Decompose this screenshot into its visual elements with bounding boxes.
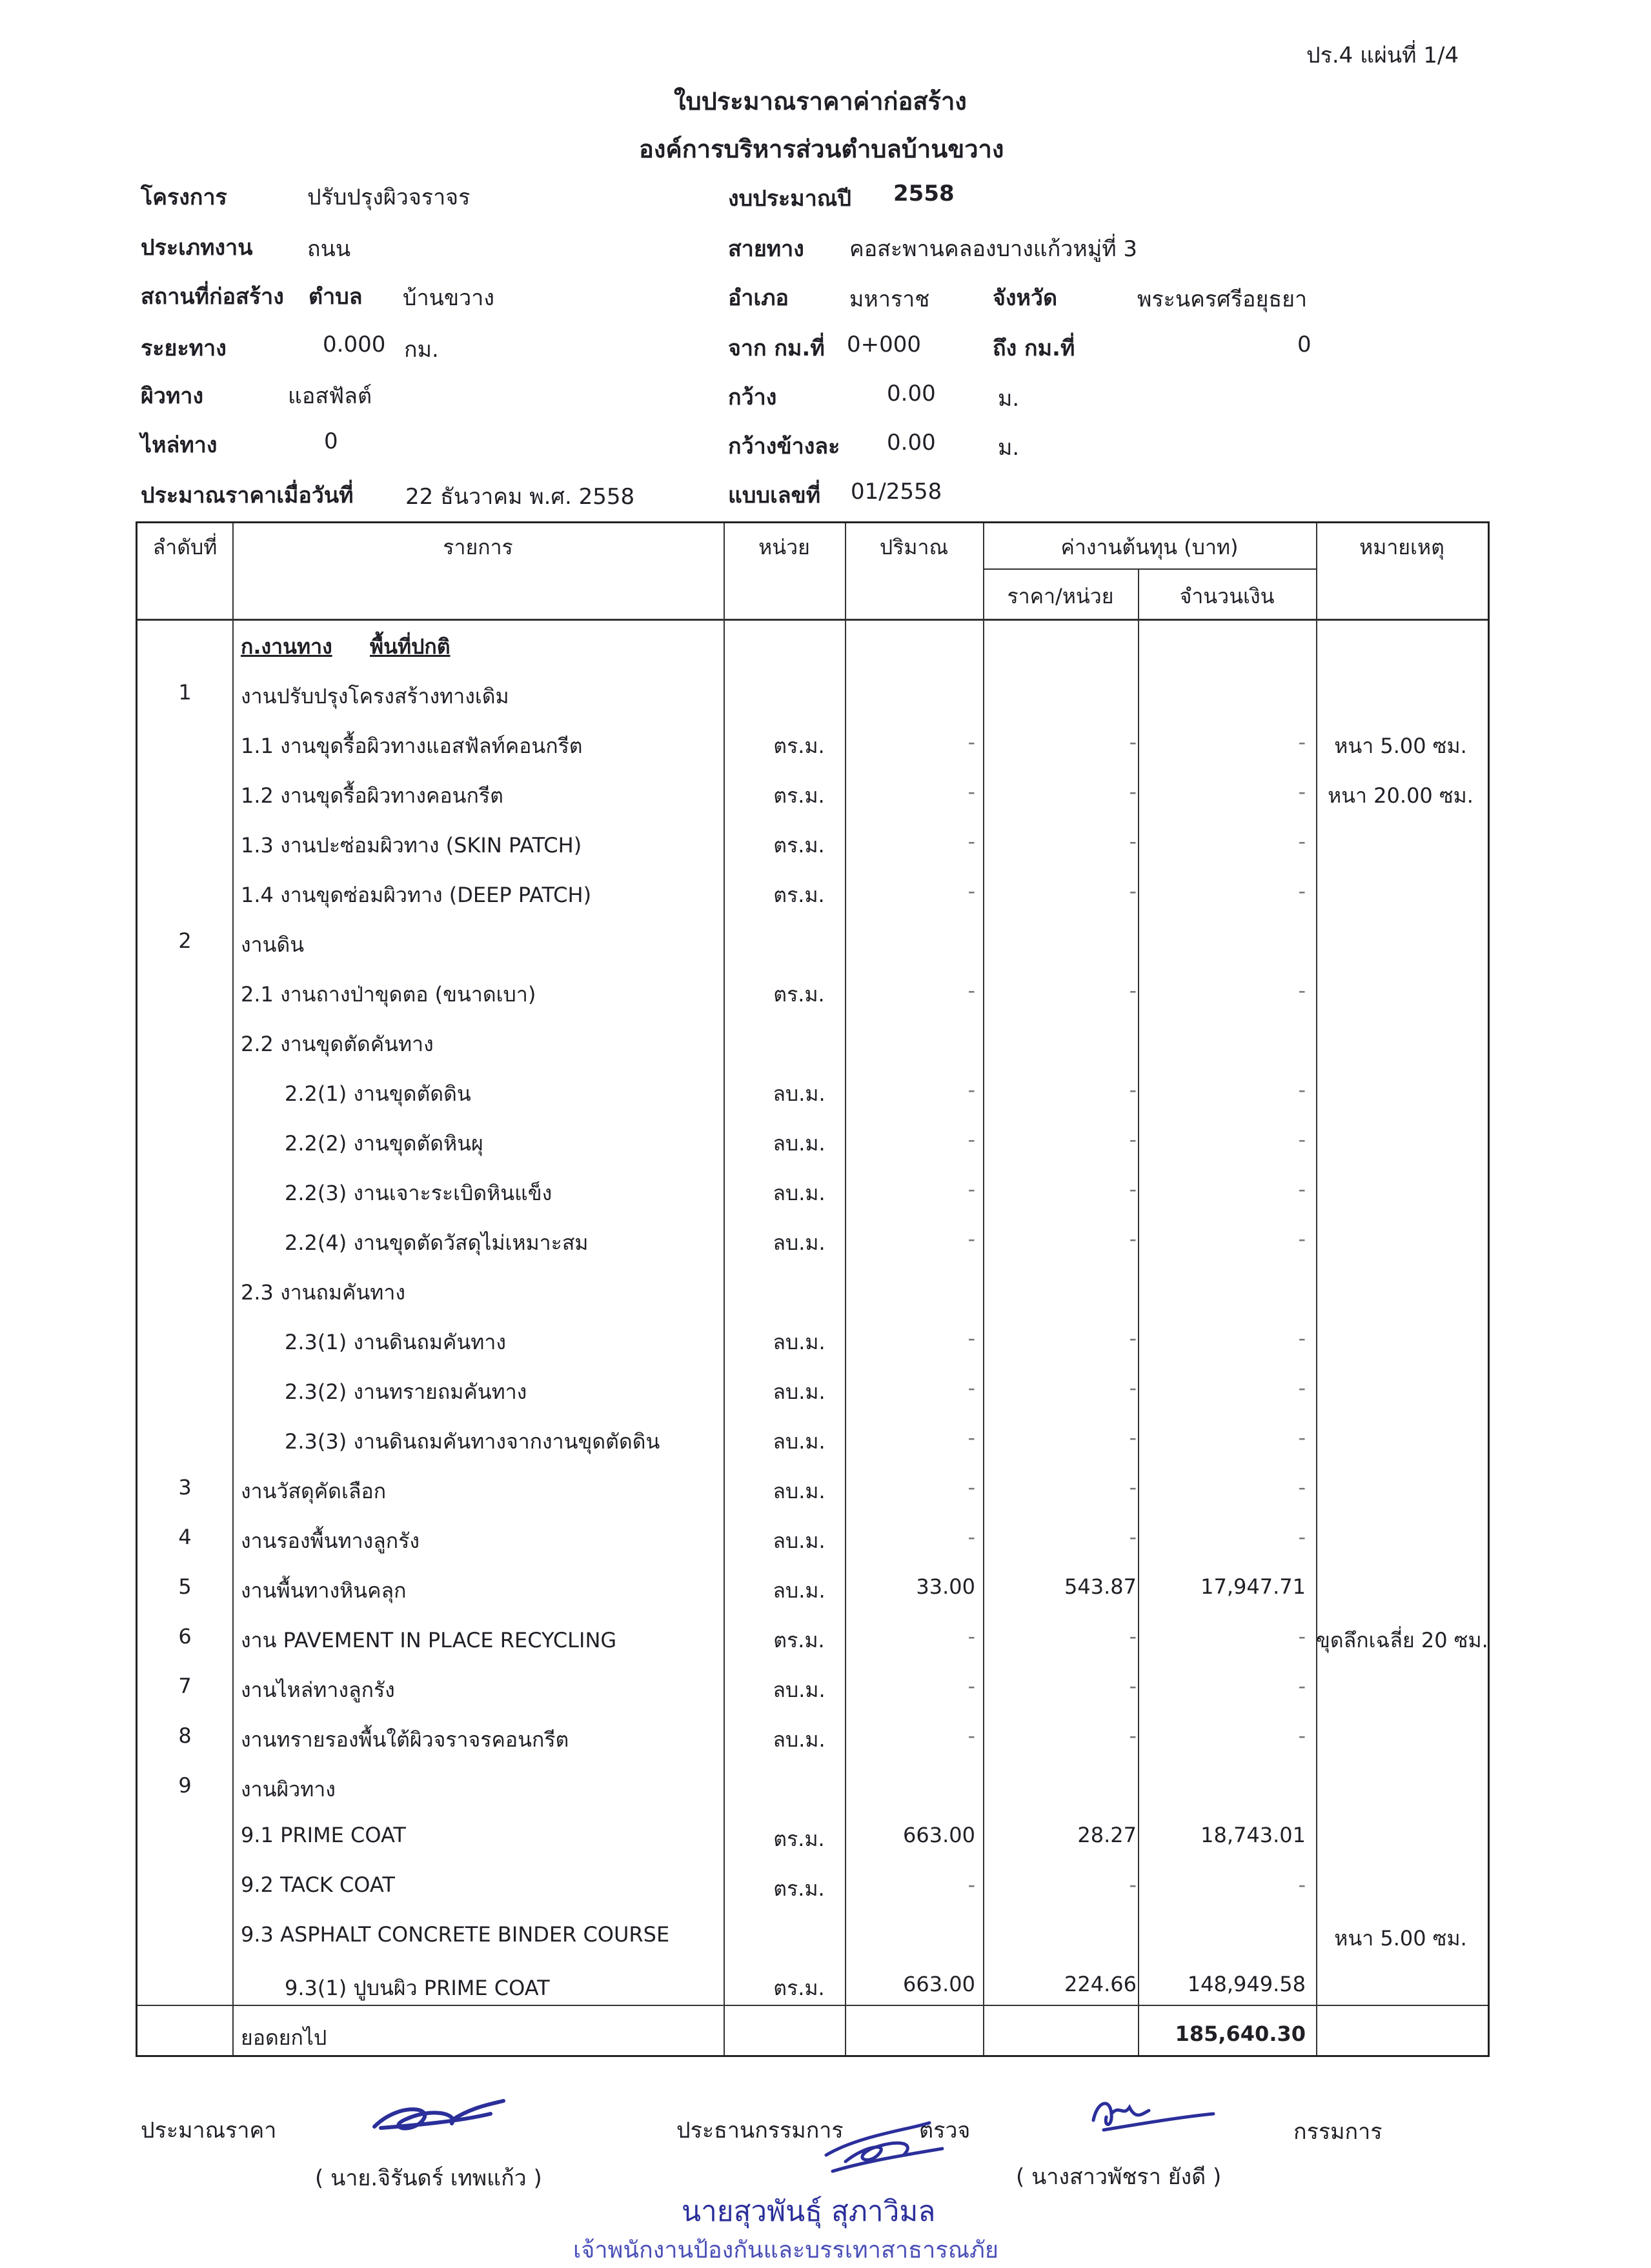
budget-year-value: 2558 bbox=[893, 181, 955, 206]
row-unit: ตร.ม. bbox=[773, 1628, 825, 1652]
table-row bbox=[137, 1415, 1488, 1465]
row-item: 9.1 PRIME COAT bbox=[241, 1823, 406, 1847]
chair-name: นายสุวพันธุ์ สุภาวิมล bbox=[682, 2195, 936, 2228]
row-unit-price: - bbox=[1129, 879, 1137, 903]
row-unit-price: - bbox=[1129, 1326, 1137, 1350]
row-number: 3 bbox=[178, 1475, 192, 1500]
row-quantity: - bbox=[967, 1425, 975, 1450]
row-unit: ตร.ม. bbox=[773, 1876, 825, 1901]
row-quantity: - bbox=[967, 1723, 975, 1748]
row-quantity: - bbox=[967, 730, 975, 754]
row-quantity: - bbox=[967, 779, 975, 804]
row-unit: ตร.ม. bbox=[773, 833, 825, 858]
province-value: พระนครศรีอยุธยา bbox=[1137, 286, 1308, 312]
row-item: 2.2(1) งานขุดตัดดิน bbox=[285, 1081, 471, 1106]
row-unit-price: 224.66 bbox=[1064, 1972, 1137, 1996]
table-row bbox=[137, 1564, 1488, 1614]
header-qty: ปริมาณ bbox=[879, 535, 949, 559]
header-amount: จำนวนเงิน bbox=[1179, 584, 1275, 608]
committee-name: ( นางสาวพัชรา ยังดี ) bbox=[1016, 2164, 1222, 2190]
estimate-date-value: 22 ธันวาคม พ.ศ. 2558 bbox=[405, 484, 635, 510]
row-item: 2.2(4) งานขุดตัดวัสดุไม่เหมาะสม bbox=[285, 1230, 589, 1255]
row-item: 1.2 งานขุดรื้อผิวทางคอนกรีต bbox=[241, 783, 503, 808]
row-number: 1 bbox=[178, 680, 192, 705]
header-no: ลำดับที่ bbox=[152, 535, 218, 559]
estimator-name: ( นาย.จิรันดร์ เทพแก้ว ) bbox=[315, 2165, 542, 2191]
row-unit-price: 28.27 bbox=[1077, 1823, 1137, 1847]
row-amount: - bbox=[1298, 1425, 1306, 1450]
row-note: หนา 20.00 ซม. bbox=[1328, 783, 1474, 808]
row-quantity: - bbox=[967, 1127, 975, 1152]
row-unit-price: - bbox=[1129, 1525, 1137, 1549]
province-label: จังหวัด bbox=[993, 285, 1058, 311]
district-value: มหาราช bbox=[849, 286, 930, 312]
row-item: 2.3(1) งานดินถมคันทาง bbox=[285, 1330, 506, 1354]
row-item: งานไหล่ทางลูกรัง bbox=[241, 1678, 395, 1702]
table-row bbox=[137, 1514, 1488, 1564]
subdistrict-label: ตำบล bbox=[309, 284, 363, 310]
row-quantity: - bbox=[967, 879, 975, 903]
chair-signature bbox=[807, 2110, 955, 2181]
row-amount: - bbox=[1298, 879, 1306, 903]
to-km-value: 0 bbox=[1297, 332, 1312, 357]
row-number: 5 bbox=[178, 1574, 192, 1599]
row-item: 2.3(2) งานทรายถมคันทาง bbox=[285, 1380, 527, 1404]
row-unit: ลบ.ม. bbox=[773, 1429, 826, 1454]
row-amount: - bbox=[1298, 1674, 1306, 1698]
row-item: งานวัสดุคัดเลือก bbox=[241, 1479, 387, 1503]
estimate-date-label: ประมาณราคาเมื่อวันที่ bbox=[141, 483, 354, 508]
row-unit-price: - bbox=[1129, 829, 1137, 854]
cost-estimate-table bbox=[136, 521, 1490, 2057]
row-unit: ลบ.ม. bbox=[773, 1131, 826, 1156]
row-amount: - bbox=[1298, 829, 1306, 854]
row-quantity: - bbox=[967, 1177, 975, 1201]
row-number: 9 bbox=[178, 1773, 192, 1798]
row-unit-price: - bbox=[1129, 1376, 1137, 1400]
row-amount: - bbox=[1298, 1376, 1306, 1400]
organization-name: องค์การบริหารส่วนตำบลบ้านขวาง bbox=[639, 135, 1004, 163]
row-number: 4 bbox=[178, 1525, 192, 1549]
row-unit: ลบ.ม. bbox=[773, 1181, 826, 1205]
row-amount: - bbox=[1298, 1475, 1306, 1500]
row-unit: ตร.ม. bbox=[773, 734, 825, 758]
table-row bbox=[137, 1365, 1488, 1415]
table-row bbox=[137, 1067, 1488, 1117]
row-amount: - bbox=[1298, 1525, 1306, 1549]
row-item: 9.2 TACK COAT bbox=[241, 1872, 395, 1897]
row-item: 1.3 งานปะซ่อมผิวทาง (SKIN PATCH) bbox=[241, 833, 582, 858]
header-note: หมายเหตุ bbox=[1359, 535, 1444, 559]
row-quantity: - bbox=[967, 1674, 975, 1698]
chair-label: ประธานกรรมการ bbox=[676, 2118, 844, 2143]
row-note: ขุดลึกเฉลี่ย 20 ซม. bbox=[1316, 1628, 1488, 1652]
width-label: กว้าง bbox=[728, 385, 777, 410]
table-row bbox=[137, 1117, 1488, 1167]
row-unit-price: - bbox=[1129, 978, 1137, 1003]
table-row bbox=[137, 1216, 1488, 1266]
row-quantity: 663.00 bbox=[903, 1972, 975, 1996]
row-quantity: - bbox=[967, 1326, 975, 1350]
table-row bbox=[137, 1962, 1488, 2011]
row-quantity: - bbox=[967, 1872, 975, 1897]
subdistrict-value: บ้านขวาง bbox=[403, 285, 494, 311]
distance-value: 0.000 bbox=[323, 332, 386, 357]
row-note: หนา 5.00 ซม. bbox=[1334, 734, 1467, 758]
row-quantity: 663.00 bbox=[903, 1823, 975, 1847]
check-label: ตรวจ bbox=[919, 2118, 971, 2143]
project-label: โครงการ bbox=[141, 185, 227, 210]
row-unit: ลบ.ม. bbox=[773, 1230, 826, 1255]
surface-value: แอสฟัลต์ bbox=[288, 383, 372, 409]
header-unit-price: ราคา/หน่วย bbox=[1007, 584, 1114, 608]
row-item: 2.2(2) งานขุดตัดหินผุ bbox=[285, 1131, 483, 1156]
row-unit-price: - bbox=[1129, 779, 1137, 804]
from-km-label: จาก กม.ที่ bbox=[728, 336, 825, 361]
project-value: ปรับปรุงผิวจราจร bbox=[307, 185, 471, 210]
row-item: 2.3(3) งานดินถมคันทางจากงานขุดตัดดิน bbox=[285, 1429, 660, 1454]
row-item: 2.3 งานถมคันทาง bbox=[241, 1280, 405, 1305]
row-item: 2.2(3) งานเจาะระเบิดหินแข็ง bbox=[285, 1181, 552, 1205]
table-row bbox=[137, 1663, 1488, 1713]
row-amount: - bbox=[1298, 1872, 1306, 1897]
table-row bbox=[137, 620, 1488, 670]
row-unit-price: - bbox=[1129, 1723, 1137, 1748]
row-amount: - bbox=[1298, 1078, 1306, 1102]
row-unit-price: - bbox=[1129, 1475, 1137, 1500]
row-amount: - bbox=[1298, 1177, 1306, 1201]
row-unit-price: - bbox=[1129, 1227, 1137, 1251]
table-row bbox=[137, 918, 1488, 968]
row-unit-price: - bbox=[1129, 730, 1137, 754]
width-value: 0.00 bbox=[887, 381, 936, 406]
side-width-unit: ม. bbox=[998, 435, 1020, 461]
row-unit-price: - bbox=[1129, 1624, 1137, 1649]
row-amount: 148,949.58 bbox=[1187, 1972, 1306, 1996]
row-unit: ลบ.ม. bbox=[773, 1578, 826, 1603]
row-unit-price: - bbox=[1129, 1872, 1137, 1897]
row-unit: ตร.ม. bbox=[773, 1976, 825, 2000]
row-item: 1.1 งานขุดรื้อผิวทางแอสฟัลท์คอนกรีต bbox=[241, 734, 583, 758]
row-quantity: - bbox=[967, 1475, 975, 1500]
row-amount: - bbox=[1298, 730, 1306, 754]
estimator-signature bbox=[361, 2088, 510, 2146]
committee-signature bbox=[1084, 2088, 1220, 2140]
table-row bbox=[137, 1812, 1488, 1862]
table-row bbox=[137, 1763, 1488, 1812]
row-item: ยอดยกไป bbox=[241, 2025, 327, 2050]
table-row bbox=[137, 868, 1488, 918]
row-unit: ตร.ม. bbox=[773, 982, 825, 1007]
row-unit: ลบ.ม. bbox=[773, 1380, 826, 1404]
row-unit: ลบ.ม. bbox=[773, 1330, 826, 1354]
row-item: งานปรับปรุงโครงสร้างทางเดิม bbox=[241, 684, 509, 708]
route-value: คอสะพานคลองบางแก้วหมู่ที่ 3 bbox=[849, 236, 1138, 262]
row-item: งานดิน bbox=[241, 932, 305, 957]
district-label: อำเภอ bbox=[728, 285, 789, 311]
header-cost: ค่างานต้นทุน (บาท) bbox=[1060, 535, 1239, 559]
row-unit: ลบ.ม. bbox=[773, 1529, 826, 1553]
distance-unit: กม. bbox=[404, 337, 439, 363]
row-amount: - bbox=[1298, 779, 1306, 804]
table-row bbox=[137, 1316, 1488, 1365]
row-unit: ลบ.ม. bbox=[773, 1678, 826, 1702]
row-amount: - bbox=[1298, 1326, 1306, 1350]
plan-no-value: 01/2558 bbox=[851, 479, 942, 505]
row-note: หนา 5.00 ซม. bbox=[1334, 1926, 1467, 1951]
table-row bbox=[137, 1465, 1488, 1514]
side-width-label: กว้างข้างละ bbox=[728, 434, 840, 459]
row-item-subtitle: พื้นที่ปกติ bbox=[370, 634, 451, 659]
row-item: งานทรายรองพื้นใต้ผิวจราจรคอนกรีต bbox=[241, 1727, 569, 1752]
row-amount: 17,947.71 bbox=[1200, 1574, 1306, 1599]
row-number: 7 bbox=[178, 1674, 192, 1698]
total-row bbox=[137, 2011, 1488, 2061]
row-amount: - bbox=[1298, 978, 1306, 1003]
row-amount: - bbox=[1298, 1723, 1306, 1748]
table-row bbox=[137, 1614, 1488, 1663]
document-title: ใบประมาณราคาค่าก่อสร้าง bbox=[674, 87, 967, 115]
committee-label: กรรมการ bbox=[1293, 2119, 1383, 2145]
table-row bbox=[137, 719, 1488, 769]
row-quantity: - bbox=[967, 978, 975, 1003]
row-number: 8 bbox=[178, 1723, 192, 1748]
table-row bbox=[137, 1713, 1488, 1763]
sheet-reference: ปร.4 แผ่นที่ 1/4 bbox=[1306, 43, 1459, 68]
row-quantity: - bbox=[967, 1227, 975, 1251]
side-width-value: 0.00 bbox=[887, 430, 936, 456]
row-item: 2.1 งานถางป่าขุดตอ (ขนาดเบา) bbox=[241, 982, 536, 1007]
site-label: สถานที่ก่อสร้าง bbox=[141, 284, 284, 310]
width-unit: ม. bbox=[998, 386, 1020, 412]
route-label: สายทาง bbox=[728, 236, 804, 262]
row-item: งานพื้นทางหินคลุก bbox=[241, 1578, 407, 1603]
table-row bbox=[137, 1167, 1488, 1216]
header-unit: หน่วย bbox=[758, 535, 810, 559]
row-number: 6 bbox=[178, 1624, 192, 1649]
row-item: งานผิวทาง bbox=[241, 1777, 336, 1801]
row-item: 9.3(1) ปูบนผิว PRIME COAT bbox=[285, 1976, 550, 2000]
row-quantity: - bbox=[967, 829, 975, 854]
row-item: 9.3 ASPHALT CONCRETE BINDER COURSE bbox=[241, 1922, 670, 1947]
surface-label: ผิวทาง bbox=[141, 383, 204, 409]
estimator-label: ประมาณราคา bbox=[141, 2118, 277, 2143]
row-quantity: - bbox=[967, 1525, 975, 1549]
row-item: 1.4 งานขุดซ่อมผิวทาง (DEEP PATCH) bbox=[241, 883, 592, 907]
header-item: รายการ bbox=[443, 535, 513, 559]
row-unit: ลบ.ม. bbox=[773, 1081, 826, 1106]
table-row bbox=[137, 1862, 1488, 1912]
row-amount: - bbox=[1298, 1227, 1306, 1251]
row-unit-price: - bbox=[1129, 1177, 1137, 1201]
plan-no-label: แบบเลขที่ bbox=[728, 483, 821, 508]
row-quantity: - bbox=[967, 1376, 975, 1400]
row-unit-price: - bbox=[1129, 1127, 1137, 1152]
row-unit: ตร.ม. bbox=[773, 1827, 825, 1851]
table-row bbox=[137, 819, 1488, 868]
table-row bbox=[137, 670, 1488, 719]
from-km-value: 0+000 bbox=[847, 332, 922, 357]
row-item: งาน PAVEMENT IN PLACE RECYCLING bbox=[241, 1628, 617, 1652]
row-unit: ตร.ม. bbox=[773, 783, 825, 808]
shoulder-value: 0 bbox=[324, 428, 338, 454]
table-row bbox=[137, 1018, 1488, 1067]
row-unit: ลบ.ม. bbox=[773, 1727, 826, 1752]
row-item: 2.2 งานขุดตัดคันทาง bbox=[241, 1032, 434, 1056]
row-unit: ตร.ม. bbox=[773, 883, 825, 907]
chair-position: เจ้าพนักงานป้องกันและบรรเทาสาธารณภัย bbox=[573, 2237, 998, 2263]
distance-label: ระยะทาง bbox=[141, 336, 227, 361]
to-km-label: ถึง กม.ที่ bbox=[993, 336, 1075, 361]
table-row bbox=[137, 1266, 1488, 1316]
row-item: งานรองพื้นทางลูกรัง bbox=[241, 1529, 420, 1553]
row-amount: - bbox=[1298, 1624, 1306, 1649]
table-row bbox=[137, 769, 1488, 819]
budget-year-label: งบประมาณปี bbox=[728, 186, 851, 212]
row-unit-price: - bbox=[1129, 1674, 1137, 1698]
row-item: ก.งานทาง bbox=[241, 634, 332, 659]
row-amount: 18,743.01 bbox=[1200, 1823, 1306, 1847]
work-type-value: ถนน bbox=[307, 236, 351, 262]
row-unit-price: - bbox=[1129, 1425, 1137, 1450]
work-type-label: ประเภทงาน bbox=[141, 235, 253, 261]
row-quantity: - bbox=[967, 1078, 975, 1102]
table-row bbox=[137, 1912, 1488, 1962]
row-quantity: 33.00 bbox=[916, 1574, 975, 1599]
row-amount: - bbox=[1298, 1127, 1306, 1152]
table-row bbox=[137, 968, 1488, 1018]
row-unit-price: 543.87 bbox=[1064, 1574, 1137, 1599]
row-number: 2 bbox=[178, 928, 192, 953]
row-unit-price: - bbox=[1129, 1078, 1137, 1102]
row-amount: 185,640.30 bbox=[1175, 2022, 1306, 2046]
row-quantity: - bbox=[967, 1624, 975, 1649]
row-unit: ลบ.ม. bbox=[773, 1479, 826, 1503]
shoulder-label: ไหล่ทาง bbox=[141, 432, 218, 458]
